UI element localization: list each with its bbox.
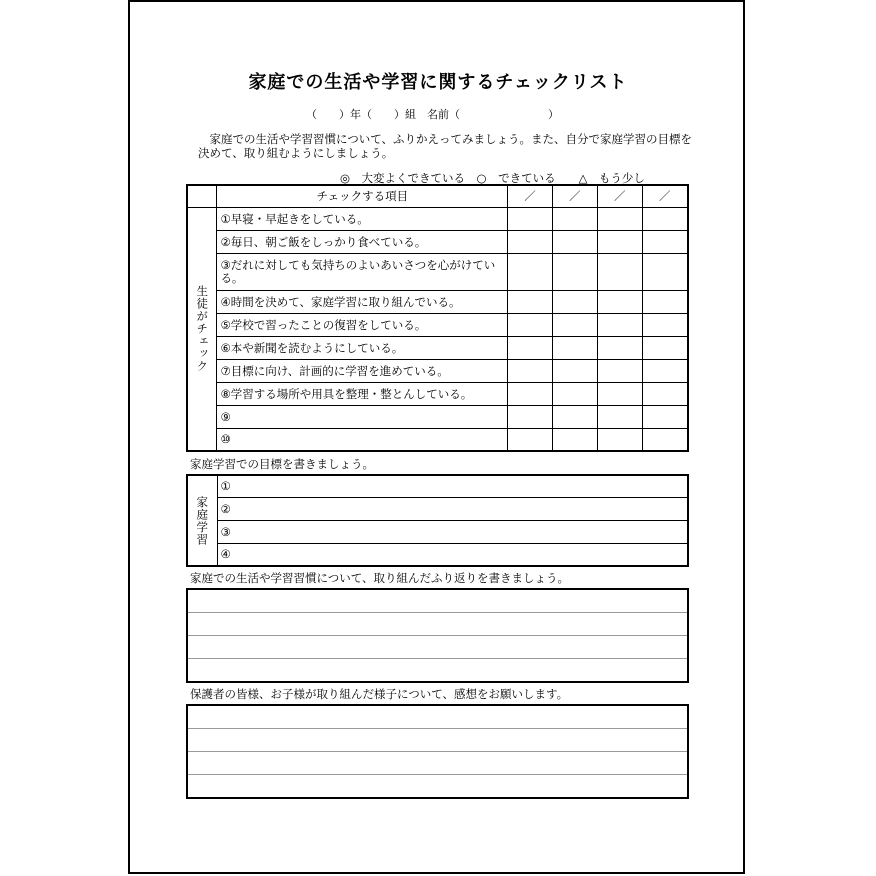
check-cell[interactable] bbox=[597, 405, 642, 428]
check-cell[interactable] bbox=[597, 230, 642, 253]
check-cell[interactable] bbox=[508, 230, 553, 253]
check-cell[interactable] bbox=[552, 313, 597, 336]
check-cell[interactable] bbox=[642, 290, 688, 313]
writing-line bbox=[188, 751, 687, 752]
checklist-item: ④時間を決めて、家庭学習に取り組んでいる。 bbox=[217, 290, 508, 313]
date-cell[interactable]: ／ bbox=[552, 185, 597, 207]
check-cell[interactable] bbox=[597, 359, 642, 382]
writing-line bbox=[188, 728, 687, 729]
check-cell[interactable] bbox=[552, 253, 597, 290]
check-cell[interactable] bbox=[552, 230, 597, 253]
check-cell[interactable] bbox=[642, 230, 688, 253]
check-cell[interactable] bbox=[508, 313, 553, 336]
check-cell[interactable] bbox=[642, 253, 688, 290]
check-cell[interactable] bbox=[597, 207, 642, 230]
check-cell[interactable] bbox=[552, 405, 597, 428]
checklist-item: ⑦目標に向け、計画的に学習を進めている。 bbox=[217, 359, 508, 382]
rating-legend: ◎ 大変よくできている ○ できている △ もう少し bbox=[340, 171, 645, 185]
date-cell[interactable]: ／ bbox=[508, 185, 553, 207]
checklist-item: ⑤学校で習ったことの復習をしている。 bbox=[217, 313, 508, 336]
intro-text: 家庭での生活や学習習慣について、ふりかえってみましょう。また、自分で家庭学習の目標を決めて、取り組むようにしましょう。 bbox=[198, 132, 693, 160]
check-cell[interactable] bbox=[552, 382, 597, 405]
name-line: （ ）年（ ）組 名前（ ） bbox=[306, 108, 559, 121]
check-cell[interactable] bbox=[642, 359, 688, 382]
goal-line[interactable]: ① bbox=[217, 475, 688, 497]
goals-table bbox=[186, 474, 689, 567]
checklist-item: ②毎日、朝ご飯をしっかり食べている。 bbox=[217, 230, 508, 253]
goal-line[interactable]: ④ bbox=[217, 543, 688, 566]
writing-line bbox=[188, 612, 687, 613]
check-cell[interactable] bbox=[508, 253, 553, 290]
check-cell[interactable] bbox=[508, 359, 553, 382]
guardian-heading: 保護者の皆様、お子様が取り組んだ様子について、感想をお願いします。 bbox=[190, 687, 569, 701]
check-cell[interactable] bbox=[642, 405, 688, 428]
check-cell[interactable] bbox=[597, 428, 642, 451]
check-cell[interactable] bbox=[597, 253, 642, 290]
guardian-comment-box[interactable] bbox=[186, 704, 689, 799]
column-header-items: チェックする項目 bbox=[217, 185, 508, 207]
home-study-label: 家庭学習 bbox=[187, 475, 217, 566]
check-cell[interactable] bbox=[642, 428, 688, 451]
checklist-item: ③だれに対しても気持ちのよいあいさつを心がけている。 bbox=[217, 253, 508, 290]
check-cell[interactable] bbox=[508, 405, 553, 428]
check-cell[interactable] bbox=[508, 428, 553, 451]
check-cell[interactable] bbox=[552, 336, 597, 359]
reflection-heading: 家庭での生活や学習習慣について、取り組んだふり返りを書きましょう。 bbox=[190, 571, 570, 585]
date-cell[interactable]: ／ bbox=[597, 185, 642, 207]
checklist-item: ⑥本や新聞を読むようにしている。 bbox=[217, 336, 508, 359]
check-cell[interactable] bbox=[597, 382, 642, 405]
goal-line[interactable]: ② bbox=[217, 497, 688, 520]
writing-line bbox=[188, 635, 687, 636]
check-cell[interactable] bbox=[642, 382, 688, 405]
checklist-item[interactable]: ⑨ bbox=[217, 405, 508, 428]
corner-cell bbox=[187, 185, 217, 207]
reflection-box[interactable] bbox=[186, 588, 689, 683]
date-cell[interactable]: ／ bbox=[642, 185, 688, 207]
check-cell[interactable] bbox=[552, 290, 597, 313]
student-check-label: 生徒がチェック bbox=[187, 207, 217, 451]
check-cell[interactable] bbox=[597, 336, 642, 359]
checklist-item[interactable]: ⑩ bbox=[217, 428, 508, 451]
check-cell[interactable] bbox=[597, 313, 642, 336]
check-cell[interactable] bbox=[642, 313, 688, 336]
writing-line bbox=[188, 658, 687, 659]
checklist-item: ①早寝・早起きをしている。 bbox=[217, 207, 508, 230]
goals-heading: 家庭学習での目標を書きましょう。 bbox=[190, 457, 374, 471]
check-cell[interactable] bbox=[552, 359, 597, 382]
check-cell[interactable] bbox=[552, 428, 597, 451]
check-cell[interactable] bbox=[508, 382, 553, 405]
writing-line bbox=[188, 774, 687, 775]
goal-line[interactable]: ③ bbox=[217, 520, 688, 543]
check-cell[interactable] bbox=[508, 207, 553, 230]
checklist-item: ⑧学習する場所や用具を整理・整とんしている。 bbox=[217, 382, 508, 405]
checklist-table bbox=[186, 184, 689, 452]
check-cell[interactable] bbox=[508, 336, 553, 359]
check-cell[interactable] bbox=[552, 207, 597, 230]
check-cell[interactable] bbox=[597, 290, 642, 313]
check-cell[interactable] bbox=[642, 336, 688, 359]
check-cell[interactable] bbox=[642, 207, 688, 230]
page-title: 家庭での生活や学習に関するチェックリスト bbox=[248, 72, 628, 93]
check-cell[interactable] bbox=[508, 290, 553, 313]
